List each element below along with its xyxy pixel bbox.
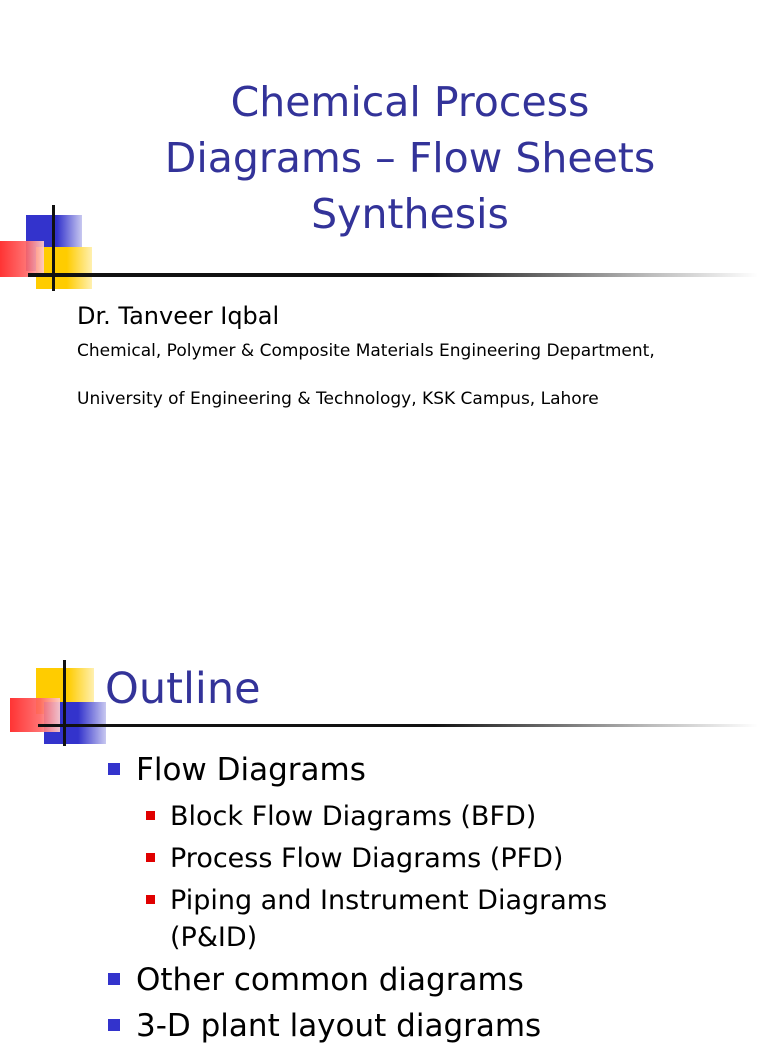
bullet-icon xyxy=(108,1019,120,1031)
bullet-icon xyxy=(146,853,155,862)
title-rule xyxy=(28,273,758,277)
department-text: Chemical, Polymer & Composite Materials Engineering Department, xyxy=(77,341,655,361)
vertical-line xyxy=(52,205,55,291)
slide-title xyxy=(60,74,760,242)
bullet-icon xyxy=(146,895,155,904)
title-line: Synthesis xyxy=(311,190,509,238)
vertical-line xyxy=(63,660,66,746)
bullet-icon xyxy=(108,763,120,775)
corner-decoration xyxy=(0,658,110,750)
list-item-text: Other common diagrams xyxy=(136,962,524,998)
bullet-icon xyxy=(146,811,155,820)
list-item-text: Block Flow Diagrams (BFD) xyxy=(170,801,537,832)
red-square xyxy=(0,241,44,277)
title-line: Chemical Process xyxy=(230,78,590,126)
yellow-square xyxy=(36,247,92,289)
slide-title: Outline xyxy=(105,664,261,714)
university-text: University of Engineering & Technology, KSK Campus, Lahore xyxy=(77,389,599,409)
list-item-text: Piping and Instrument Diagrams (P&ID) xyxy=(170,885,608,953)
bullet-icon xyxy=(108,973,120,985)
title-line: Diagrams – Flow Sheets xyxy=(164,134,656,182)
list-item-text: Flow Diagrams xyxy=(136,752,366,788)
list-item-text: 3-D plant layout diagrams xyxy=(136,1008,542,1044)
title-rule xyxy=(38,724,758,727)
outline-slide xyxy=(0,620,768,1044)
list-item-text: Process Flow Diagrams (PFD) xyxy=(170,843,564,874)
author-name: Dr. Tanveer Iqbal xyxy=(77,302,280,330)
